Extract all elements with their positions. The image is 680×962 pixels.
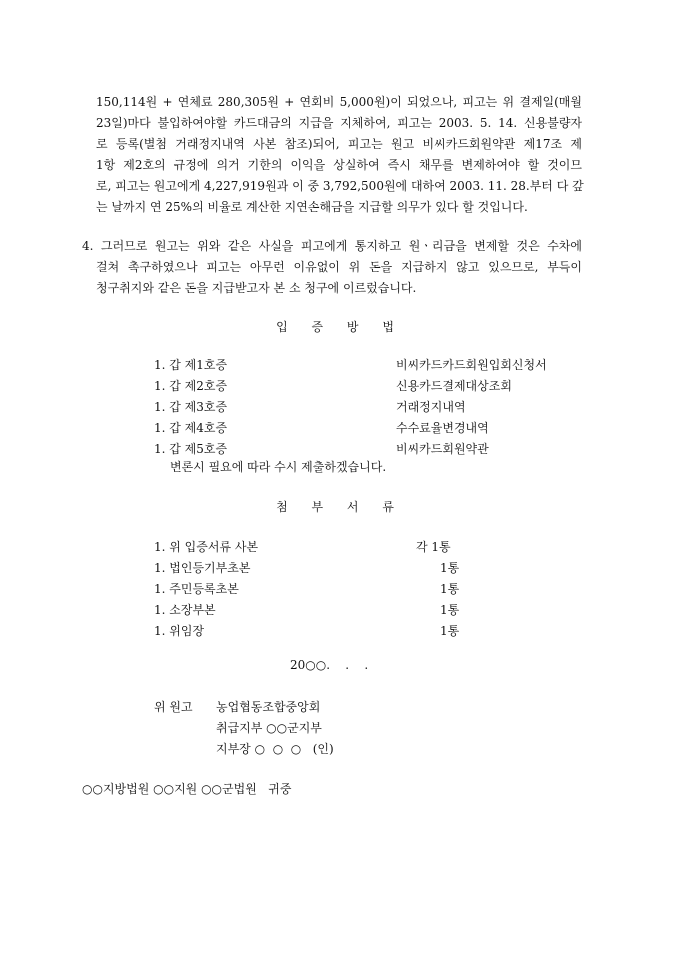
evidence-row (154, 356, 547, 376)
attachment-label: 1. 주민등록초본 (154, 582, 239, 596)
evidence-desc: 비씨카드카드회원입회신청서 (396, 358, 547, 372)
attachment-count: 1통 (440, 582, 460, 596)
evidence-desc: 신용카드결제대상조회 (396, 379, 512, 393)
attachment-row (154, 580, 460, 600)
attachment-count: 각 1통 (416, 540, 451, 554)
document-date: 20○○. . . (290, 658, 369, 672)
paragraph-line: 걸쳐 촉구하였으나 피고는 아무런 이유없이 위 돈을 지급하지 않고 있으므로, 부득이 (96, 260, 582, 274)
paragraph-line: 23일)마다 불입하여야할 카드대금의 지급을 지체하여, 피고는 2003. 5. 14. 신용불량자 (96, 116, 582, 130)
paragraph-line: 로 등록(별첨 거래정지내역 사본 참조)되어, 피고는 원고 비씨카드회원약관 제17조 제 (96, 137, 582, 151)
attachment-label: 1. 법인등기부초본 (154, 561, 251, 575)
evidence-desc: 비씨카드회원약관 (396, 442, 489, 456)
attachment-row (154, 622, 460, 642)
evidence-row (154, 419, 489, 439)
attachment-label: 1. 위임장 (154, 624, 205, 638)
attachment-row (154, 601, 460, 621)
plaintiff-role: 위 원고 (154, 700, 193, 714)
evidence-label: 1. 갑 제5호증 (154, 442, 228, 456)
paragraph-line: 청구취지와 같은 돈을 지급받고자 본 소 청구에 이르렀습니다. (96, 281, 417, 295)
evidence-row (154, 377, 512, 397)
plaintiff-head: 지부장 ○ ○ ○ (인) (216, 742, 334, 756)
plaintiff-org: 농업협동조합중앙회 (216, 700, 321, 714)
evidence-row (154, 440, 489, 460)
paragraph-line: 로, 피고는 원고에게 4,227,919원과 이 중 3,792,500원에 대하여 2003. 11. 28.부터 다 갚 (96, 179, 584, 193)
item-4-paragraph (82, 236, 582, 299)
attachments-heading: 첨 부 서 류 (276, 500, 404, 514)
evidence-heading: 입 증 방 법 (276, 320, 404, 334)
evidence-label: 1. 갑 제3호증 (154, 400, 228, 414)
attachment-label: 1. 위 입증서류 사본 (154, 540, 259, 554)
evidence-desc: 수수료율변경내역 (396, 421, 489, 435)
evidence-label: 1. 갑 제4호증 (154, 421, 228, 435)
attachment-count: 1통 (440, 561, 460, 575)
attachment-count: 1통 (440, 603, 460, 617)
evidence-label: 1. 갑 제2호증 (154, 379, 228, 393)
evidence-desc: 거래정지내역 (396, 400, 466, 414)
body-paragraph (96, 92, 582, 218)
attachment-row (154, 559, 460, 579)
paragraph-line: 150,114원 + 연체료 280,305원 + 연회비 5,000원)이 되었으나, 피고는 위 결제일(매월 (96, 95, 582, 109)
attachment-count: 1통 (440, 624, 460, 638)
paragraph-line: 1항 제2호의 규정에 의거 기한의 이익을 상실하여 즉시 채무를 변제하여야 할 것이므 (96, 158, 582, 172)
attachment-label: 1. 소장부본 (154, 603, 216, 617)
paragraph-line: 는 날까지 연 25%의 비율로 계산한 지연손해금을 지급할 의무가 있다 할 것입니다. (96, 200, 528, 214)
court-addressee: ○○지방법원 ○○지원 ○○군법원 귀중 (82, 782, 292, 796)
attachment-row (154, 538, 451, 558)
plaintiff-branch: 취급지부 ○○군지부 (216, 721, 322, 735)
paragraph-line: 4. 그러므로 원고는 위와 같은 사실을 피고에게 통지하고 원ㆍ리금을 변제할 것은 수차에 (82, 239, 582, 253)
evidence-label: 1. 갑 제1호증 (154, 358, 228, 372)
evidence-note: 변론시 필요에 따라 수시 제출하겠습니다. (170, 460, 387, 474)
evidence-row (154, 398, 466, 418)
